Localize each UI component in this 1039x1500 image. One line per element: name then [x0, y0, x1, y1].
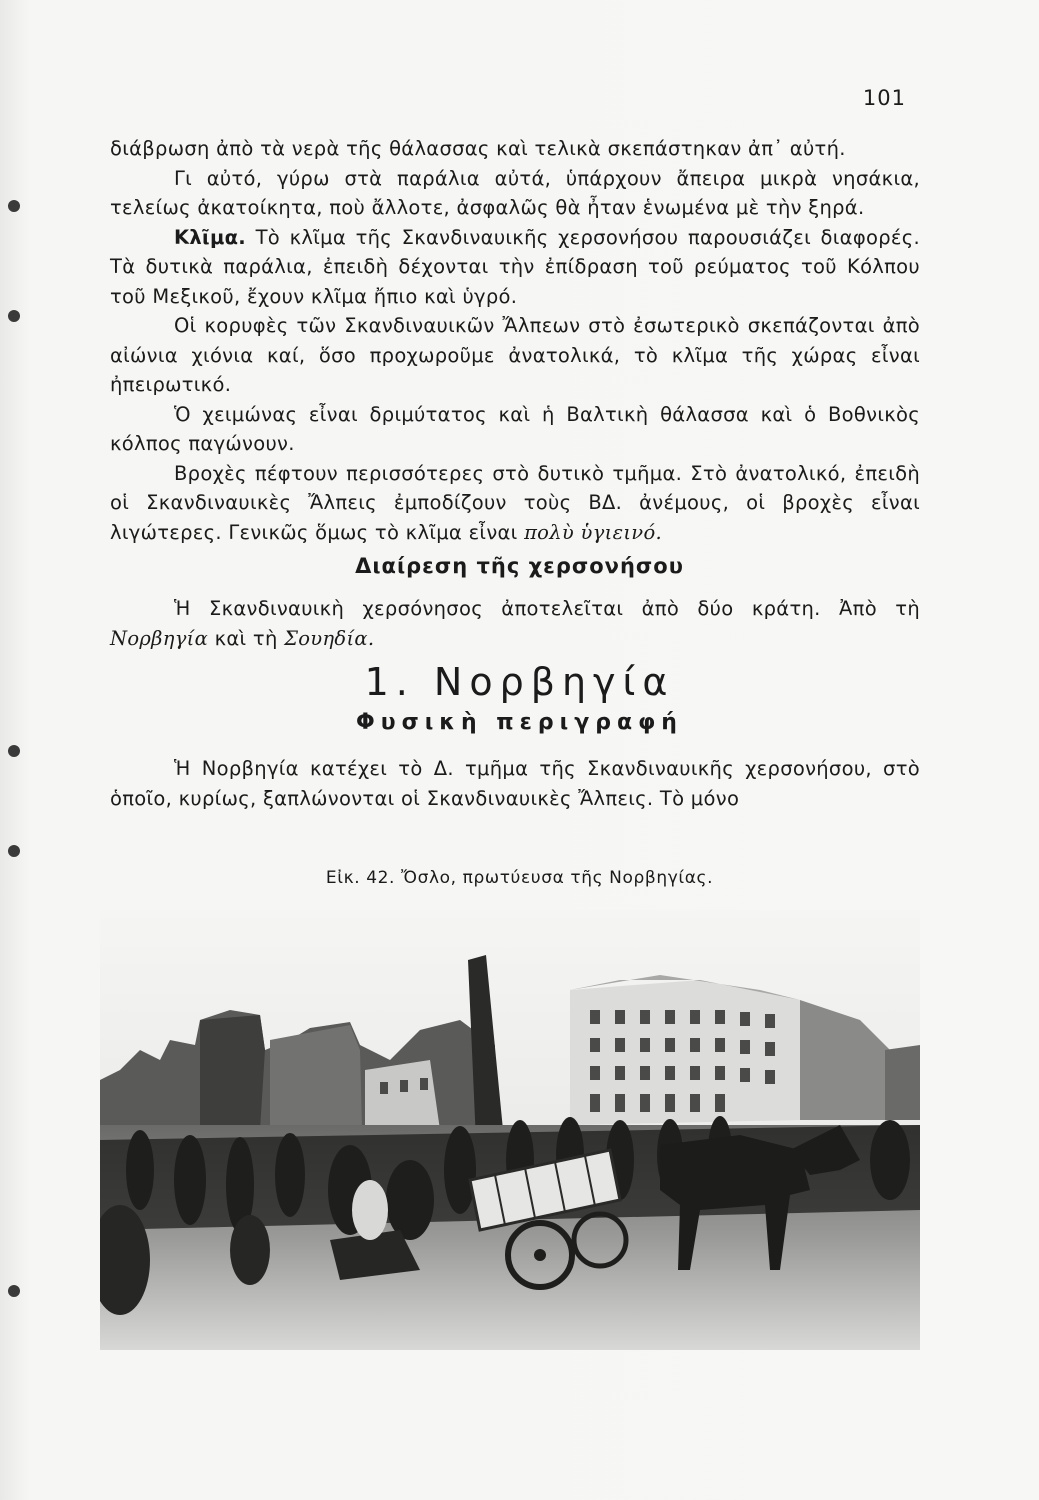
- body-text-top: [110, 134, 920, 547]
- climate-text: Τὸ κλῖμα τῆς Σκανδιναυικῆς χερσονήσου παρουσιάζει διαφορές. Τὰ δυτικὰ παράλια, ἐπειδὴ δέχονται τὴν ἐπίδραση τοῦ ρεύματος τοῦ Κόλπου τοῦ Μεξικοῦ, ἔχουν κλῖμα ἤπιο καὶ ὑγρό.: [110, 225, 920, 308]
- sweden-name: Σουηδία.: [284, 626, 375, 650]
- binding-hole-mark: [8, 745, 20, 757]
- paragraph: [110, 594, 920, 653]
- page-number: 101: [862, 86, 906, 110]
- sub-heading: Φυσικὴ περιγραφή: [356, 710, 683, 735]
- paragraph: [110, 459, 920, 548]
- climate-paragraph: [110, 223, 920, 312]
- binding-hole-mark: [8, 200, 20, 212]
- binding-hole-mark: [8, 310, 20, 322]
- oslo-square-photo: [100, 910, 920, 1350]
- healthy-text: πολὺ ὑγιεινό.: [524, 520, 662, 544]
- chapter-title: 1. Νορβηγία: [364, 660, 675, 704]
- binding-hole-mark: [8, 1285, 20, 1297]
- rain-text: Βροχὲς πέφτουν περισσότερες στὸ δυτικὸ τμῆμα. Στὸ ἀνατολικό, ἐπειδὴ οἱ Σκανδιναυικὲς Ἄλπεις ἐμποδίζουν τοὺς ΒΔ. ἀνέμους, οἱ βροχὲς εἶναι λιγώτερες. Γενικῶς ὅμως τὸ κλῖμα εἶναι: [110, 461, 920, 544]
- paragraph: Γι αὐτό, γύρω στὰ παράλια αὐτά, ὑπάρχουν ἄπειρα μικρὰ νησάκια, τελείως ἀκατοίκητα, ποὺ ἄλλοτε, ἀσφαλῶς θὰ ἦταν ἑνωμένα μὲ τὴν ξηρά.: [110, 166, 920, 219]
- norway-name: Νορβηγία: [110, 626, 209, 650]
- figure-caption: Εἰκ. 42. Ὄσλο, πρωτύευσα τῆς Νορβηγίας.: [325, 868, 714, 888]
- division-text: [110, 594, 920, 653]
- division-and-the: καὶ τὴ: [214, 626, 278, 650]
- paragraph: Ὁ χειμώνας εἶναι δριμύτατος καὶ ἡ Βαλτικὴ θάλασσα καὶ ὁ Βοθνικὸς κόλπος παγώνουν.: [110, 402, 920, 455]
- binding-hole-mark: [8, 845, 20, 857]
- paragraph: διάβρωση ἀπὸ τὰ νερὰ τῆς θάλασσας καὶ τελικὰ σκεπάστηκαν ἀπ᾽ αὐτή.: [110, 137, 846, 160]
- division-text-start: Ἡ Σκανδιναυικὴ χερσόνησος ἀποτελεῖται ἀπὸ δύο κράτη. Ἀπὸ τὴ: [174, 597, 920, 620]
- section-heading: Διαίρεση τῆς χερσονήσου: [355, 554, 684, 578]
- paragraph: Ἡ Νορβηγία κατέχει τὸ Δ. τμῆμα τῆς Σκανδιναυικῆς χερσονήσου, στὸ ὁποῖο, κυρίως, ξαπλώνονται οἱ Σκανδιναυικὲς Ἄλπεις. Τὸ μόνο: [110, 757, 920, 810]
- paragraph: Οἱ κορυφὲς τῶν Σκανδιναυικῶν Ἄλπεων στὸ ἐσωτερικὸ σκεπάζονται ἀπὸ αἰώνια χιόνια καί, ὅσο προχωροῦμε ἀνατολικά, τὸ κλῖμα τῆς χώρας εἶναι ἠπειρωτικό.: [110, 314, 920, 396]
- norway-text: [110, 754, 920, 813]
- climate-label: Κλῖμα.: [174, 225, 247, 249]
